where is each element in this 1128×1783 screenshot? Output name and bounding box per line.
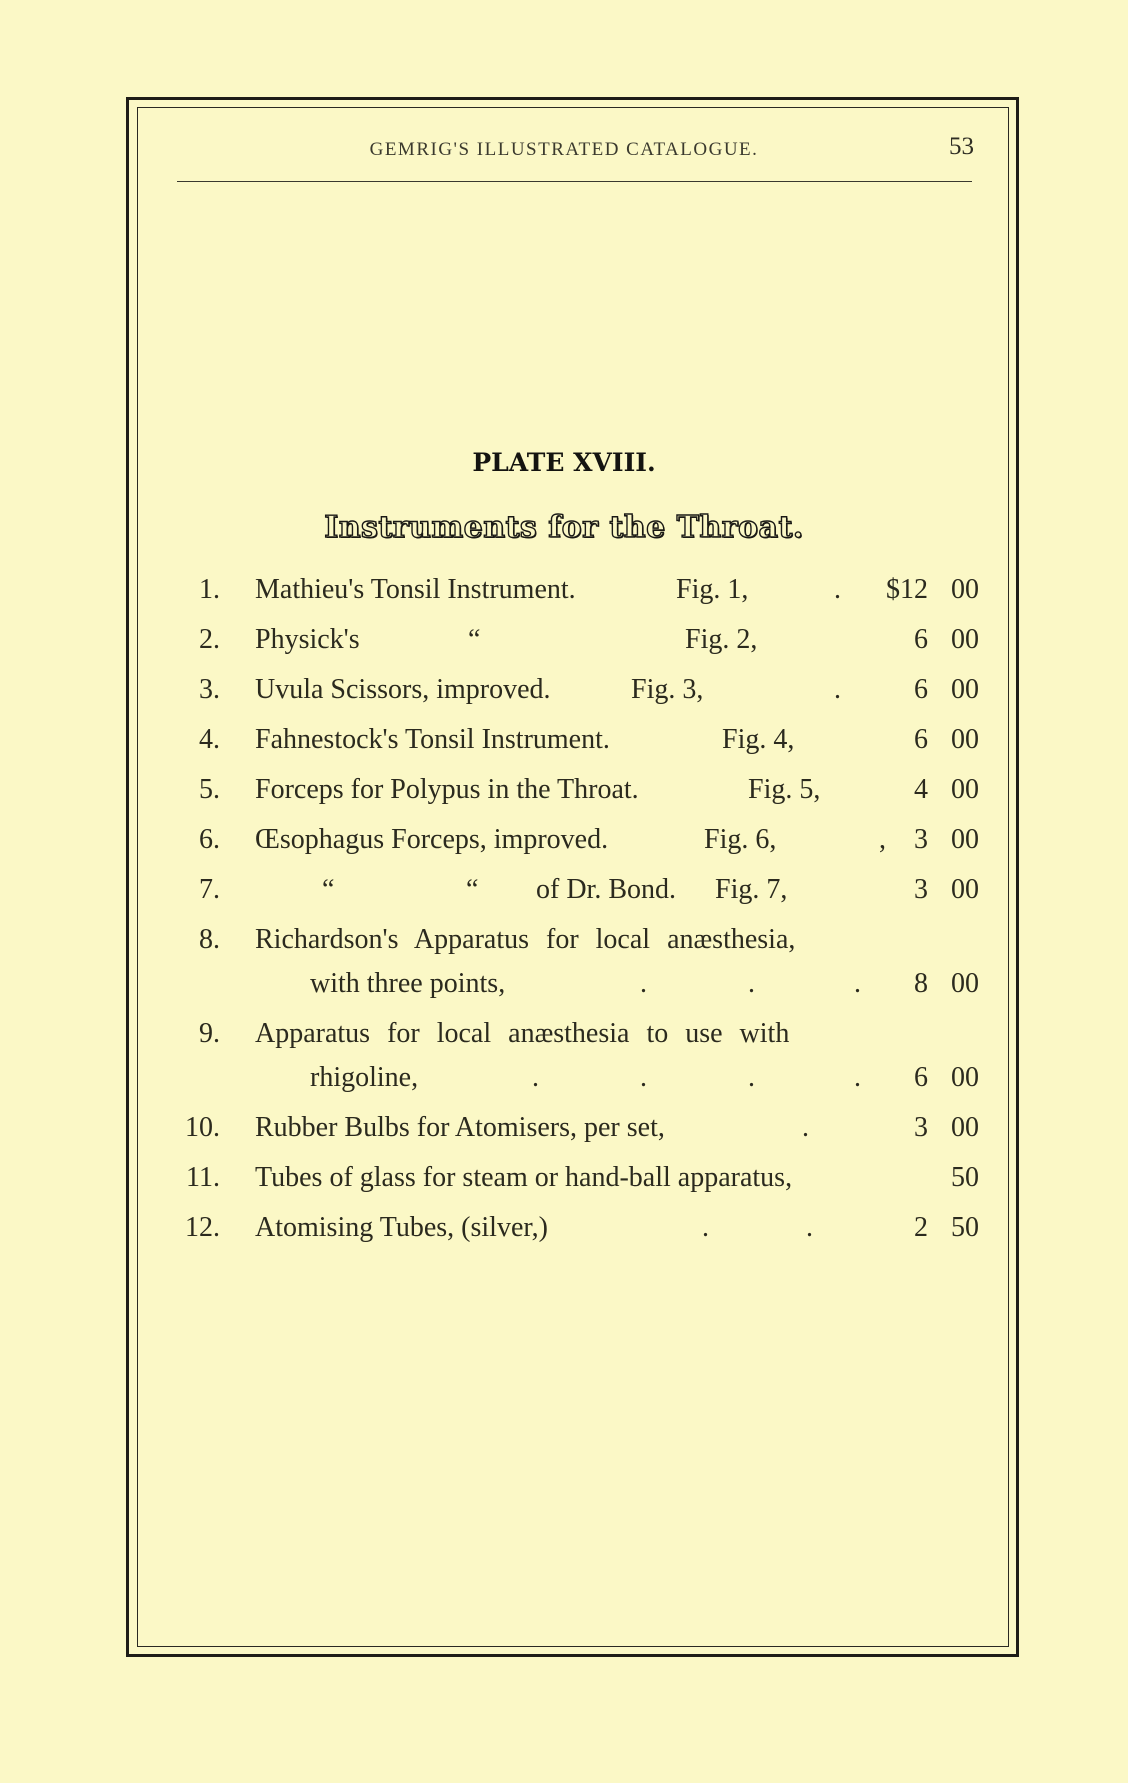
leader-dot: . <box>702 1212 709 1243</box>
entry-description: Œsophagus Forceps, improved. <box>255 824 609 855</box>
entry-cents: 00 <box>951 724 979 755</box>
entry-cents: 00 <box>951 1062 979 1093</box>
entry-dollars: 6 <box>914 674 928 705</box>
leader-dot: . <box>854 1062 861 1093</box>
leader-dot: . <box>748 1062 755 1093</box>
entry-cents: 00 <box>951 968 979 999</box>
list-item <box>0 824 1128 872</box>
leader-dot: . <box>834 574 841 605</box>
entry-cents: 50 <box>951 1212 979 1243</box>
page-number: 53 <box>949 133 974 160</box>
entry-number: 10. <box>185 1112 220 1143</box>
entry-cents: 00 <box>951 1112 979 1143</box>
list-item <box>0 1018 1128 1066</box>
entry-dollars: 3 <box>914 874 928 905</box>
list-item <box>0 924 1128 972</box>
entry-description-continued: rhigoline, <box>310 1062 419 1093</box>
list-item <box>0 1212 1128 1260</box>
entry-figure: Fig. 7, <box>715 874 788 905</box>
entry-dollars: 2 <box>914 1212 928 1243</box>
leader-dot: . <box>854 968 861 999</box>
entry-figure: Fig. 3, <box>631 674 704 705</box>
entry-dollars: 6 <box>914 1062 928 1093</box>
leader-dot: . <box>834 674 841 705</box>
entry-cents: 00 <box>951 574 979 605</box>
entry-description: Rubber Bulbs for Atomisers, per set, <box>255 1112 665 1143</box>
entry-figure: Fig. 1, <box>676 574 749 605</box>
leader-dot: . <box>748 968 755 999</box>
entry-number: 12. <box>185 1212 220 1243</box>
ditto-mark: “ <box>322 874 335 905</box>
entry-dollars: 4 <box>914 774 928 805</box>
entry-description: Forceps for Polypus in the Throat. <box>255 774 639 805</box>
list-item <box>0 574 1128 622</box>
section-title: Instruments for the Throat. <box>324 510 804 545</box>
entry-cents: 00 <box>951 674 979 705</box>
ditto-mark: “ <box>466 874 479 905</box>
entry-figure: Fig. 2, <box>685 624 758 655</box>
leader-dot: . <box>640 1062 647 1093</box>
leader-dot: , <box>879 824 886 855</box>
header-rule <box>177 181 972 182</box>
entry-dollars: 8 <box>914 968 928 999</box>
leader-dot: . <box>806 1212 813 1243</box>
entry-number: 1. <box>199 574 220 605</box>
running-head: GEMRIG'S ILLUSTRATED CATALOGUE. <box>369 139 759 160</box>
list-item <box>0 624 1128 672</box>
entry-number: 2. <box>199 624 220 655</box>
entry-number: 6. <box>199 824 220 855</box>
entry-cents: 00 <box>951 624 979 655</box>
entry-description: Mathieu's Tonsil Instrument. <box>255 574 576 605</box>
entry-dollars: 3 <box>914 824 928 855</box>
ditto-mark: “ <box>468 624 481 655</box>
leader-dot: . <box>532 1062 539 1093</box>
leader-dot: . <box>802 1112 809 1143</box>
list-item <box>0 1112 1128 1160</box>
entry-description: Richardson's Apparatus for local anæsthesia, <box>255 924 796 955</box>
entry-description: of Dr. Bond. <box>536 874 676 905</box>
list-item-continuation <box>0 1062 1128 1110</box>
entry-cents: 00 <box>951 824 979 855</box>
entry-description: Apparatus for local anæsthesia to use with <box>255 1018 790 1049</box>
entry-dollars: 3 <box>914 1112 928 1143</box>
entry-number: 4. <box>199 724 220 755</box>
entry-description: Fahnestock's Tonsil Instrument. <box>255 724 610 755</box>
list-item <box>0 774 1128 822</box>
plate-title: PLATE XVIII. <box>472 448 656 477</box>
list-item <box>0 1162 1128 1210</box>
entry-description-continued: with three points, <box>310 968 506 999</box>
entry-dollars: 6 <box>914 624 928 655</box>
entry-number: 5. <box>199 774 220 805</box>
list-item <box>0 674 1128 722</box>
entry-cents: 00 <box>951 874 979 905</box>
entry-figure: Fig. 6, <box>704 824 777 855</box>
entry-description: Uvula Scissors, improved. <box>255 674 551 705</box>
entry-cents: 00 <box>951 774 979 805</box>
list-item <box>0 724 1128 772</box>
entry-description: Physick's <box>255 624 360 655</box>
entry-number: 8. <box>199 924 220 955</box>
entry-figure: Fig. 5, <box>748 774 821 805</box>
list-item <box>0 874 1128 922</box>
entry-dollars: 6 <box>914 724 928 755</box>
entry-number: 3. <box>199 674 220 705</box>
entry-cents: 50 <box>951 1162 979 1193</box>
entry-number: 7. <box>199 874 220 905</box>
entry-description: Atomising Tubes, (silver,) <box>255 1212 548 1243</box>
entry-figure: Fig. 4, <box>722 724 795 755</box>
entry-number: 9. <box>199 1018 220 1049</box>
leader-dot: . <box>640 968 647 999</box>
entry-number: 11. <box>186 1162 220 1193</box>
list-item-continuation <box>0 968 1128 1016</box>
entry-dollars: $12 <box>886 574 928 605</box>
entry-description: Tubes of glass for steam or hand-ball apparatus, <box>255 1162 793 1193</box>
